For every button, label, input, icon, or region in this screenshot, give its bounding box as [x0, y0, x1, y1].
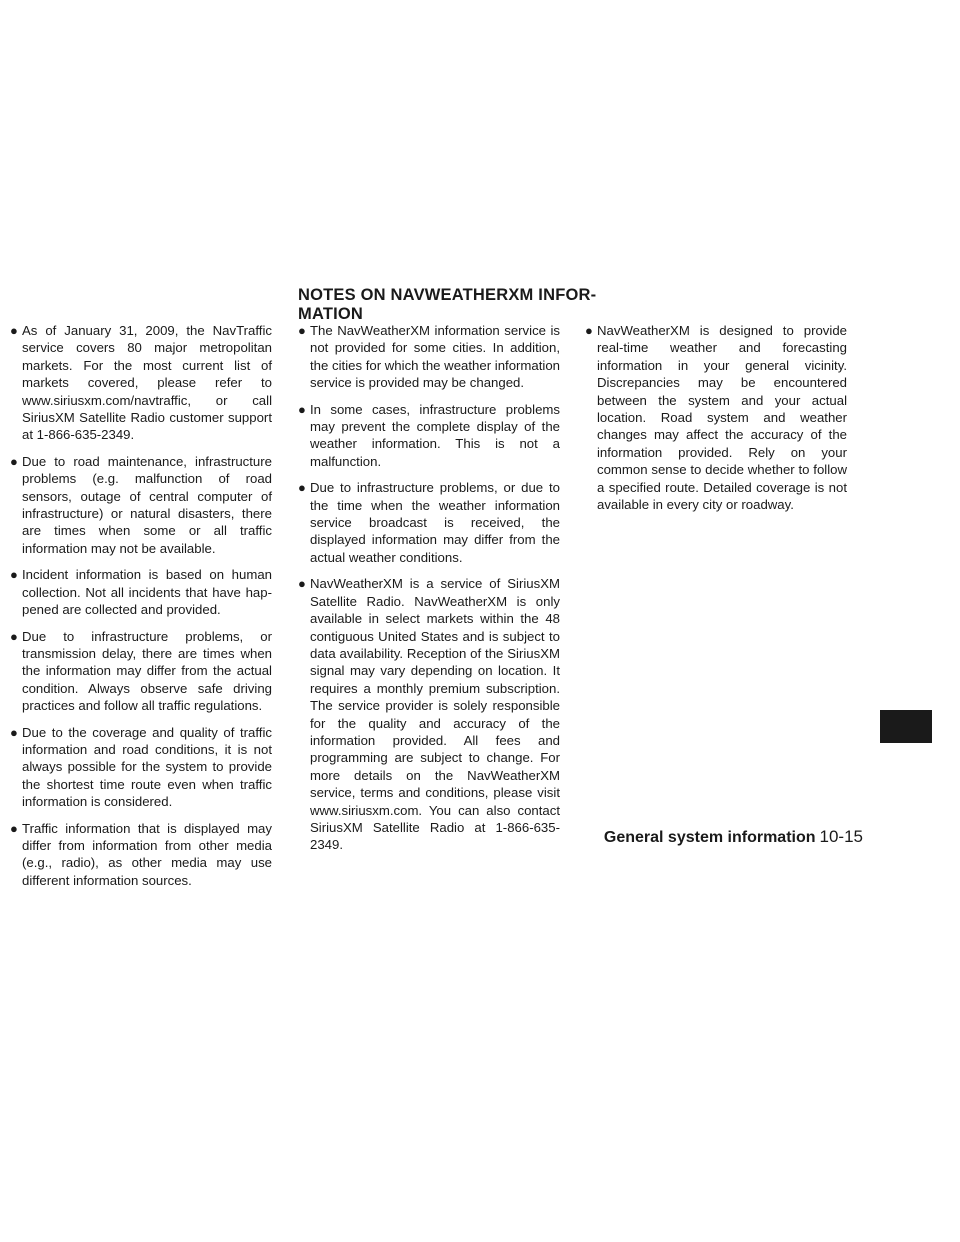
bullet-icon: ●: [298, 323, 306, 338]
list-item: ● Traffic information that is displayed may differ from information from other media (e.g., radio), as other media may use different information sources.: [10, 820, 272, 888]
list-item: ● Due to infrastructure problems, or transmission delay, there are times when the information may differ from the actual condition. Always observe safe driving practices and follow all traffic regulations.: [10, 628, 272, 714]
bullet-icon: ●: [10, 567, 18, 583]
bullet-icon: ●: [10, 628, 18, 644]
list-item: ● The NavWeatherXM information service is not provided for some cities. In addition, the cities for which the weather information service is provided may be changed.: [298, 323, 560, 391]
column-traffic-notes: [10, 322, 272, 898]
bullet-icon: ●: [10, 453, 18, 469]
bullet-icon: ●: [298, 401, 306, 417]
page-footer: [604, 827, 863, 847]
list-item: ● Due to infrastructure problems, or due to the time when the weather information service broadcast is received, the displayed information may differ from the actual weather conditions.: [298, 480, 560, 565]
bullet-icon: ●: [585, 323, 593, 338]
list-item: ● Due to road maintenance, infrastructure problems (e.g. malfunction of road sensors, outage of central computer of infrastructure) or natural disasters, there are times when some or all traffic information may not be available.: [10, 453, 272, 556]
list-item: ● NavWeatherXM is a service of SiriusXM Satellite Radio. NavWeatherXM is only available in select markets within the 48 contiguous United States and is subject to data availability. Reception of the SiriusXM signal may vary depending on location. It requires a monthly premium subscription. The service provider is solely responsible for the quality and accuracy of the information provided. All fees and programming are subject to change. For more details on the NavWeatherXM service, terms and conditions, please visit www.siriusxm.com. You can also contact SiriusXM Satellite Radio at 1-866-635-2349.: [298, 576, 560, 853]
bullet-icon: ●: [10, 724, 18, 740]
column-weather-accuracy: [585, 322, 847, 522]
bullet-icon: ●: [298, 480, 306, 496]
page-number: 10-15: [819, 827, 863, 846]
list-item: ● In some cases, infrastructure problems may prevent the complete display of the weather information. This is not a malfunction.: [298, 401, 560, 469]
section-heading: NOTES ON NAVWEATHERXM INFOR- MATION: [298, 286, 597, 323]
bullet-icon: ●: [298, 576, 306, 592]
chapter-tab-marker: [880, 710, 932, 743]
column-weather-notes: [298, 322, 560, 863]
list-item: ● As of January 31, 2009, the NavTraffic service covers 80 major metropolitan markets. For the most current list of markets covered, please refer to www.siriusxm.com/navtraffic, or call SiriusXM Satellite Radio customer support at 1-866-635-2349.: [10, 323, 272, 443]
bullet-icon: ●: [10, 323, 18, 338]
footer-section-title: General system information: [603, 829, 816, 846]
list-item: ● Due to the coverage and quality of traffic information and road conditions, it is not always possible for the system to provide the shortest time route even when traffic information is considered.: [10, 724, 272, 810]
list-item: ● Incident information is based on human collection. Not all incidents that have happened are collected and provided.: [10, 567, 272, 618]
bullet-icon: ●: [10, 820, 18, 836]
list-item: ● NavWeatherXM is designed to provide real-time weather and forecasting information in your general vicinity. Discrepancies may be encountered between the system and your actual location. Road system and weather changes may affect the accuracy of the information provided. Rely on your common sense to decide whether to follow a specified route. Detailed coverage is not available in every city or roadway.: [585, 323, 847, 513]
